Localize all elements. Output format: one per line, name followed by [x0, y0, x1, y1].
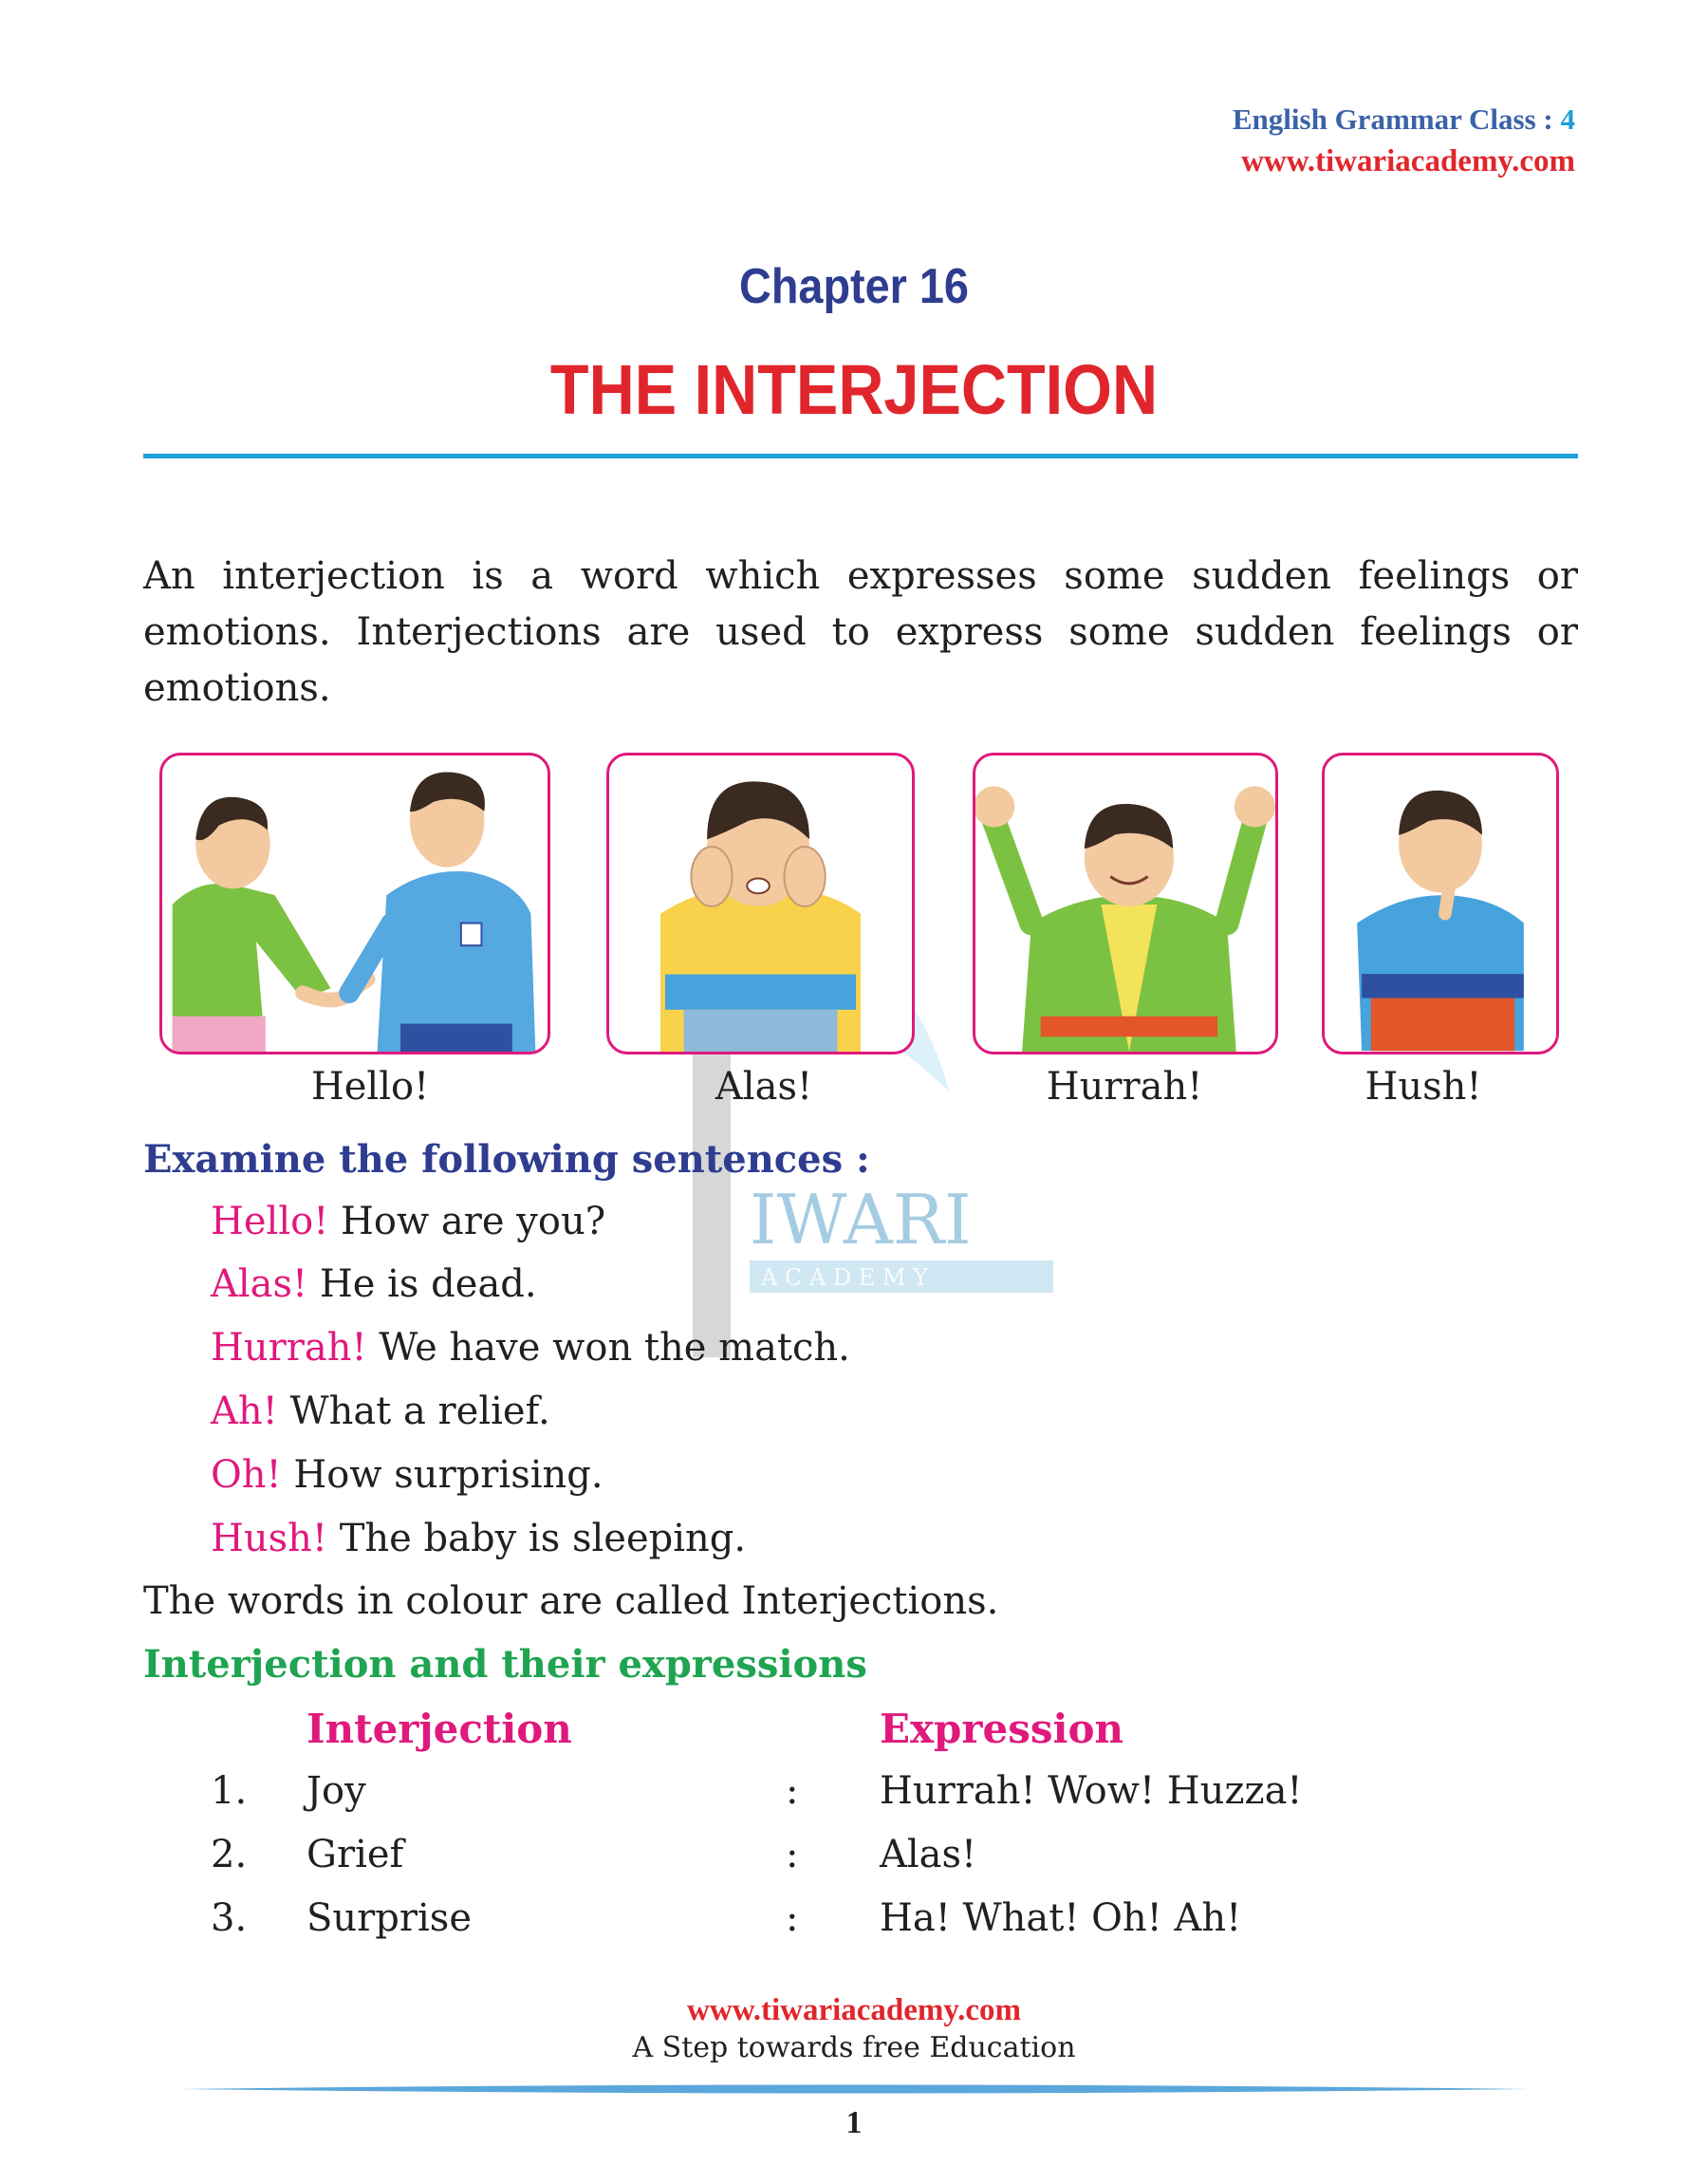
header-website[interactable]: www.tiwariacademy.com: [1241, 144, 1575, 178]
row-expression: Alas!: [880, 1833, 977, 1876]
handshake-illustration-icon: [162, 756, 548, 1052]
page-number: 1: [845, 2105, 863, 2140]
intro-paragraph: An interjection is a word which expresses some sudden feelings or emotions. Interjections are used to express some sudden feelings or emotions.: [143, 554, 1578, 710]
example-interjection: Hello!: [211, 1200, 329, 1243]
example-rest: He is dead.: [307, 1262, 537, 1306]
row-separator: :: [786, 1769, 799, 1813]
footer-website[interactable]: www.tiwariacademy.com: [687, 1993, 1021, 2027]
example-interjection: Ah!: [211, 1390, 278, 1433]
row-expression: Hurrah! Wow! Huzza!: [880, 1769, 1303, 1813]
shushing-boy-illustration-icon: [1325, 756, 1556, 1052]
example-rest: What a relief.: [277, 1390, 550, 1433]
chapter-title: THE INTERJECTION: [549, 350, 1159, 429]
picture-hello: [159, 753, 550, 1054]
row-number: 3.: [211, 1896, 248, 1940]
example-line: [211, 1517, 746, 1560]
row-interjection: Surprise: [306, 1896, 473, 1940]
picture-hush: [1322, 753, 1559, 1054]
caption-hurrah: Hurrah!: [1046, 1065, 1203, 1109]
caption-alas: Alas!: [715, 1065, 813, 1109]
example-rest: How surprising.: [281, 1453, 603, 1497]
title-divider: [143, 454, 1578, 458]
column-header-interjection: Interjection: [306, 1706, 572, 1752]
example-rest: How are you?: [328, 1200, 606, 1243]
table-heading: Interjection and their expressions: [143, 1642, 867, 1687]
caption-hello: Hello!: [310, 1065, 430, 1109]
column-header-expression: Expression: [880, 1706, 1124, 1752]
header-class-number: 4: [1560, 103, 1575, 136]
watermark-sub: A C A D E M Y: [761, 1264, 928, 1291]
example-line: [211, 1390, 550, 1433]
picture-hurrah: [973, 753, 1278, 1054]
example-interjection: Hush!: [211, 1517, 328, 1560]
caption-hush: Hush!: [1365, 1065, 1482, 1109]
footer-tagline: A Step towards free Education: [632, 2031, 1076, 2064]
crying-boy-illustration-icon: [609, 756, 912, 1052]
chapter-label: Chapter 16: [739, 259, 969, 314]
header-subject: [1233, 103, 1575, 137]
watermark-name: IWARI: [750, 1180, 972, 1259]
colour-note: The words in colour are called Interjections.: [143, 1579, 999, 1623]
example-line: [211, 1200, 605, 1243]
picture-alas: [606, 753, 915, 1054]
example-line: [211, 1326, 850, 1370]
cheering-boy-illustration-icon: [975, 756, 1275, 1052]
row-separator: :: [786, 1833, 799, 1876]
examples-heading: Examine the following sentences :: [143, 1137, 870, 1182]
example-interjection: Oh!: [211, 1453, 282, 1497]
example-rest: The baby is sleeping.: [327, 1517, 747, 1560]
row-interjection: Joy: [306, 1769, 366, 1813]
row-number: 1.: [211, 1769, 248, 1813]
footer-divider: [180, 2084, 1528, 2094]
example-line: [211, 1453, 603, 1497]
example-line: [211, 1262, 537, 1306]
example-interjection: Alas!: [211, 1262, 308, 1306]
example-interjection: Hurrah!: [211, 1326, 367, 1370]
row-separator: :: [786, 1896, 799, 1940]
row-interjection: Grief: [306, 1833, 404, 1876]
header-subject-text: English Grammar Class :: [1232, 103, 1561, 136]
example-rest: We have won the match.: [366, 1326, 850, 1370]
row-number: 2.: [211, 1833, 248, 1876]
row-expression: Ha! What! Oh! Ah!: [880, 1896, 1242, 1940]
